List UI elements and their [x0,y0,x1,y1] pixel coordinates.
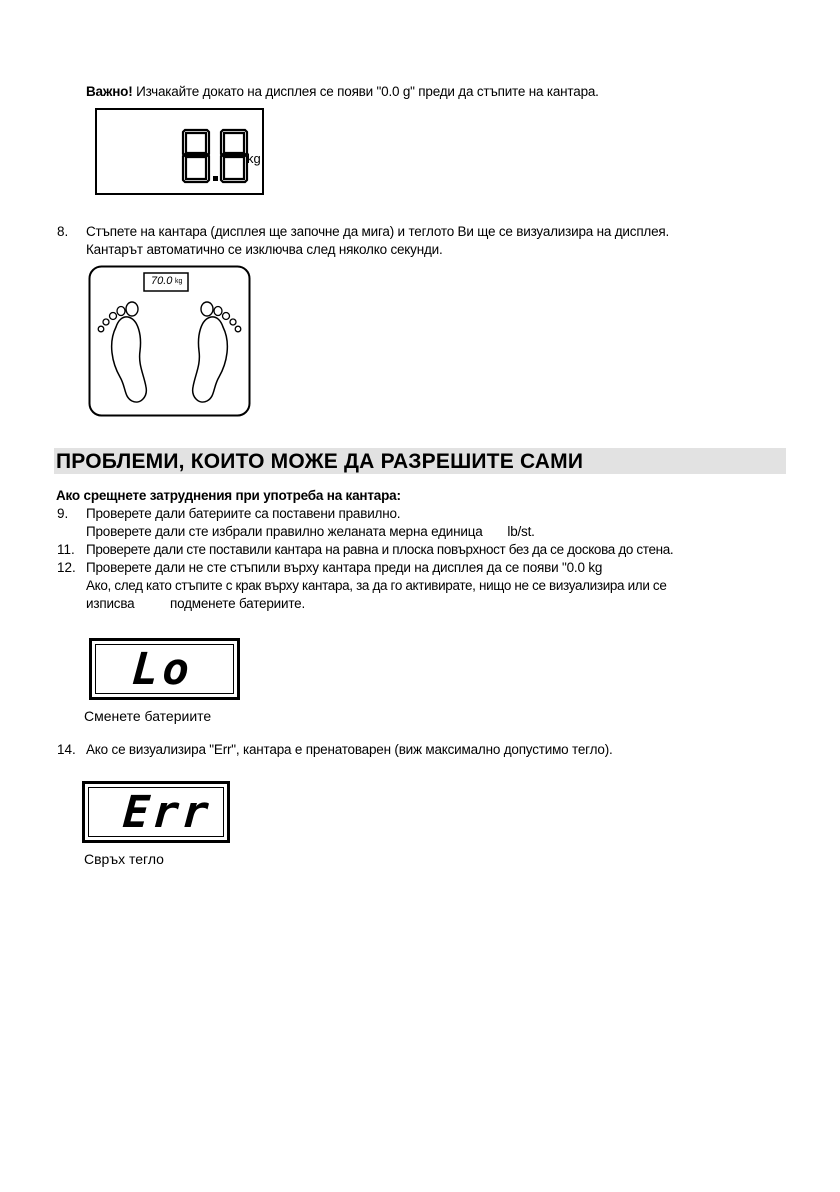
item-text: изписва подменете батериите. [86,596,306,611]
item-number: 9. [57,506,69,521]
zero-reading-digits [97,110,262,193]
item-text: Проверете дали сте избрали правилно желаната мерна единица lb/st. [86,524,535,539]
scale-display-unit: kg [175,278,183,285]
item-text: Ако, след като стъпите с крак върху кантара, за да го активирате, нищо не се визуализира или се [86,578,667,593]
step14-number: 14. [57,742,76,757]
err-caption: Свръх тегло [84,851,164,867]
troubleshooting-intro: Ако срещнете затруднения при употреба на кантара: [56,488,401,503]
important-note [86,83,599,101]
step14-text: Ако се визуализира "Err", кантара е пренатоварен (виж максимално допустимо тегло). [86,742,613,757]
section-title: ПРОБЛЕМИ, КОИТО МОЖЕ ДА РАЗРЕШИТЕ САМИ [56,450,584,473]
step8-line2: Кантарът автоматично се изключва след няколко секунди. [86,242,443,257]
scale-display-reading: 70.0 [151,275,173,287]
zero-display-illustration [95,108,264,195]
item-number: 11. [57,542,75,557]
err-display-reading: Err [121,787,214,838]
important-text: Изчакайте докато на дисплея се появи "0.0 g" преди да стъпите на кантара. [132,84,599,99]
zero-reading-unit: kg [247,151,261,166]
scale-illustration [88,265,251,417]
err-display-illustration [82,781,230,843]
item-number: 12. [57,560,76,575]
step8-line1: Стъпете на кантара (дисплея ще започне да мига) и теглото Ви ще се визуализира на дисплея. [86,224,670,239]
item-text: Проверете дали сте поставили кантара на равна и плоска повърхност без да се доскова до стена. [86,542,674,557]
item-text: Проверете дали не сте стъпили върху кантара преди на дисплея да се появи "0.0 kg [86,560,603,575]
lo-display-illustration [89,638,240,700]
item-text: Проверете дали батериите са поставени правилно. [86,506,401,521]
lo-caption: Сменете батериите [84,708,212,724]
important-label: Важно! [86,84,133,99]
step8-number: 8. [57,224,69,239]
lo-display-reading: Lo [130,644,195,695]
